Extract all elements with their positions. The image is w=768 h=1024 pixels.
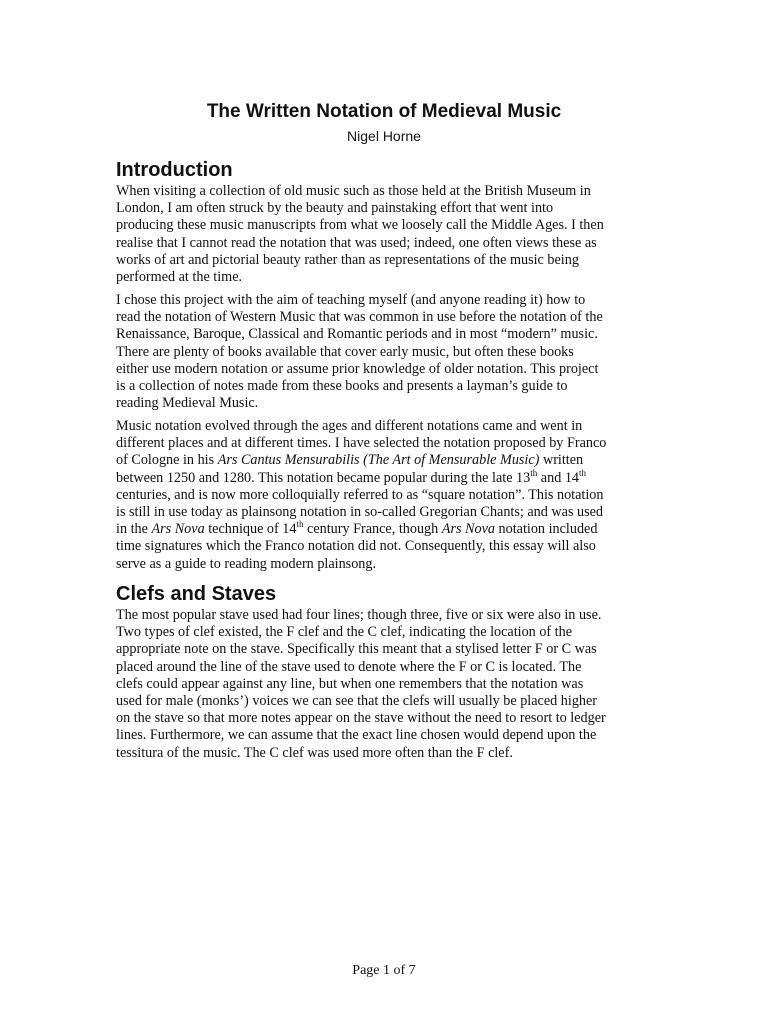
paragraph xyxy=(116,418,658,573)
text-line: centuries, and is now more colloquially referred to as “square notation”. This notation xyxy=(116,486,604,503)
text-line: clefs could appear against any line, but when one remembers that the notation was xyxy=(116,675,584,692)
italic-title: Ars Cantus Mensurabilis (The Art of Mensurable Music) xyxy=(217,452,540,469)
paragraph xyxy=(116,183,658,286)
text-line: works of art and pictorial beauty rather than as representations of the music being xyxy=(116,251,579,268)
text-line: on the stave so that more notes appear on the stave without the need to resort to ledger xyxy=(116,710,606,727)
italic-term: Ars Nova xyxy=(151,521,205,538)
section-heading-introduction: Introduction xyxy=(116,159,233,181)
text-line: Renaissance, Baroque, Classical and Romantic periods and in most “modern” music. xyxy=(116,326,598,343)
paragraph xyxy=(116,292,658,412)
text-line: Two types of clef existed, the F clef and the C clef, indicating the location of the xyxy=(116,624,573,641)
text-line: London, I am often struck by the beauty and painstaking effort that went into xyxy=(116,200,554,217)
text-line: realise that I cannot read the notation that was used; indeed, one often views these as xyxy=(116,234,597,251)
text-line: of Cologne in his Ars Cantus Mensurabilis (The Art of Mensurable Music) written xyxy=(116,452,584,469)
text-line: When visiting a collection of old music such as those held at the British Museum in xyxy=(116,183,591,199)
text-line: placed around the line of the stave used to denote where the F or C is located. The xyxy=(116,658,582,675)
page-number: Page 1 of 7 xyxy=(352,963,416,978)
superscript: th xyxy=(296,519,304,530)
superscript: th xyxy=(530,467,538,478)
text-line: read the notation of Western Music that was common in use before the notation of the xyxy=(116,309,603,326)
text-line: different places and at different times. I have selected the notation proposed by Franco xyxy=(116,435,607,452)
text-line: appropriate note on the stave. Specifically this meant that a stylised letter F or C was xyxy=(116,641,597,658)
text-line: between 1250 and 1280. This notation became popular during the late 13th and 14th xyxy=(116,467,587,486)
text-line: I chose this project with the aim of teaching myself (and anyone reading it) how to xyxy=(116,292,586,308)
superscript: th xyxy=(579,467,587,478)
text-line: used for male (monks’) voices we can see that the clefs will usually be placed higher xyxy=(116,693,598,710)
paragraph xyxy=(116,607,658,762)
text-line: is still in use today as plainsong notation in so-called Gregorian Chants; and was used xyxy=(116,504,604,521)
text-line: in the Ars Nova technique of 14th century France, though Ars Nova notation included xyxy=(116,519,598,538)
text-line: Music notation evolved through the ages and different notations came and went in xyxy=(116,418,583,434)
text-line: is a collection of notes made from these books and presents a layman’s guide to xyxy=(116,378,568,395)
text-line: reading Medieval Music. xyxy=(116,395,259,412)
text-line: performed at the time. xyxy=(116,269,243,286)
text-line: producing these music manuscripts from what we loosely call the Middle Ages. I then xyxy=(116,217,604,234)
section-heading-clefs-and-staves: Clefs and Staves xyxy=(116,583,277,605)
document-author: Nigel Horne xyxy=(347,128,421,144)
text-line: time signatures which the Franco notation did not. Consequently, this essay will also xyxy=(116,538,596,555)
text-line: tessitura of the music. The C clef was used more often than the F clef. xyxy=(116,744,513,761)
text-line: either use modern notation or assume prior knowledge of older notation. This project xyxy=(116,360,599,377)
text-line: serve as a guide to reading modern plainsong. xyxy=(116,555,377,572)
text-line: The most popular stave used had four lines; though three, five or six were also in use. xyxy=(116,607,602,623)
italic-term: Ars Nova xyxy=(441,521,495,538)
text-line: lines. Furthermore, we can assume that the exact line chosen would depend upon the xyxy=(116,727,597,744)
document-title: The Written Notation of Medieval Music xyxy=(206,101,562,122)
text-line: There are plenty of books available that cover early music, but often these books xyxy=(116,343,574,360)
